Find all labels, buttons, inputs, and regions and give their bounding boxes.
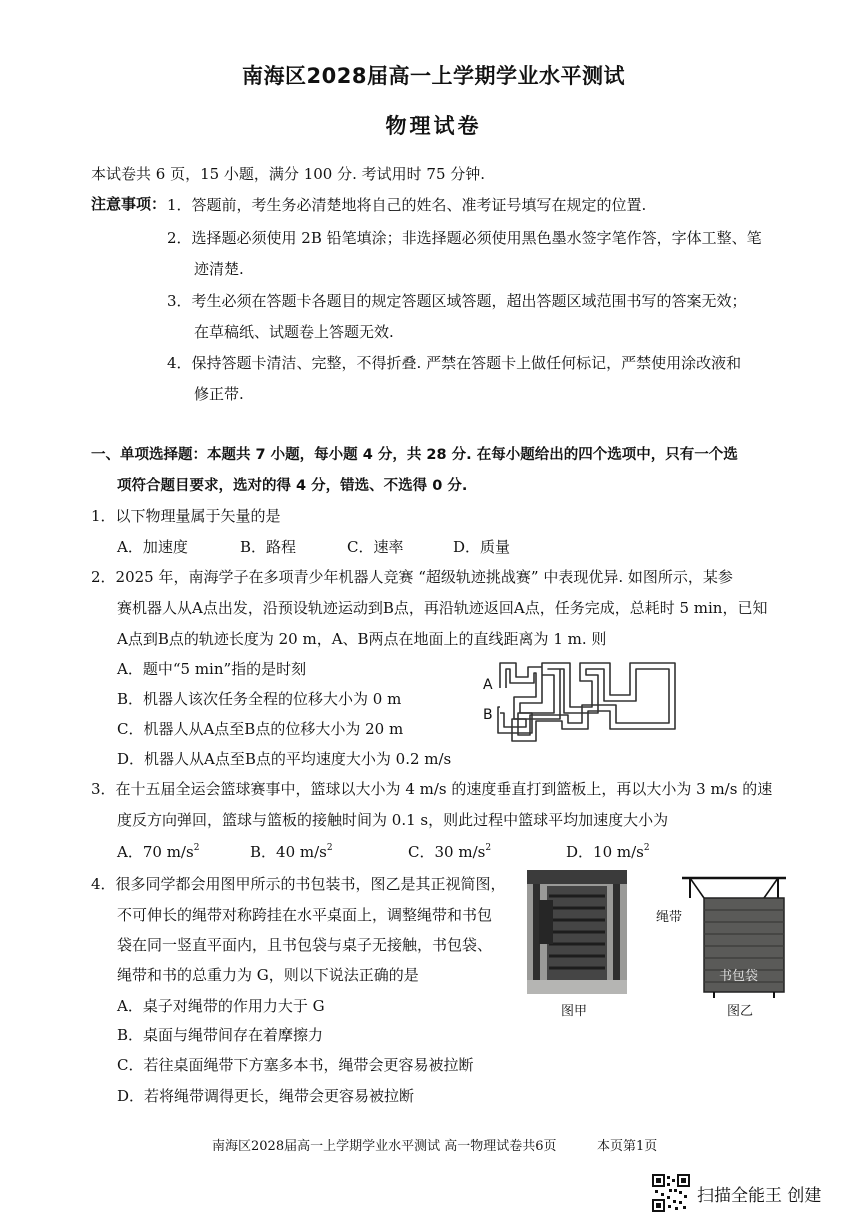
note-item: 2．选择题必须使用 2B 铅笔填涂；非选择题必须使用黑色墨水签字笔作答，字体工整、笔 bbox=[167, 229, 762, 247]
track-diagram bbox=[480, 655, 700, 755]
scanner-watermark: 扫描全能王 创建 bbox=[697, 1186, 822, 1206]
question-2-stem-cont: 赛机器人从A点出发，沿预设轨迹运动到B点，再沿轨迹返回A点，任务完成，总耗时 5 min，已知 bbox=[117, 599, 768, 617]
exam-title: 南海区2028届高一上学期学业水平测试 bbox=[242, 64, 625, 88]
question-3-stem-cont: 度反方向弹回，篮球与篮板的接触时间为 0.1 s，则此过程中篮球平均加速度大小为 bbox=[117, 811, 669, 829]
q3-option-c: C．30 $m/s^2$ bbox=[408, 843, 492, 861]
page-footer: 南海区2028届高一上学期学业水平测试 高一物理试卷共6页 bbox=[212, 1139, 557, 1154]
bag-photo-image bbox=[527, 870, 627, 994]
q3-option-b: B．40 $m/s^2$ bbox=[250, 843, 333, 861]
point-a-label: A bbox=[483, 677, 493, 693]
q1-option-d: D．质量 bbox=[453, 538, 511, 556]
q1-option-b: B．路程 bbox=[240, 538, 297, 556]
question-4-stem-cont: 袋在同一竖直平面内，且书包袋与桌子无接触，书包袋、 bbox=[117, 936, 493, 954]
question-4-stem-cont: 不可伸长的绳带对称跨挂在水平桌面上，调整绳带和书包 bbox=[117, 906, 493, 924]
exam-subject: 物理试卷 bbox=[385, 114, 482, 138]
track-figure bbox=[480, 655, 700, 755]
page-number: 本页第1页 bbox=[597, 1139, 658, 1154]
figure-a-photo bbox=[527, 870, 627, 994]
note-item: 1．答题前，考生务必清楚地将自己的姓名、准考证号填写在规定的位置. bbox=[167, 196, 647, 214]
question-4-stem-cont: 绳带和书的总重力为 G，则以下说法正确的是 bbox=[117, 966, 419, 984]
q2-option-c: C．机器人从A点至B点的位移大小为 20 m bbox=[117, 720, 404, 738]
question-2-stem: 2．2025 年，南海学子在多项青少年机器人竞赛 “超级轨迹挑战赛” 中表现优异. 如图所示，某参 bbox=[91, 568, 733, 586]
question-3-stem: 3．在十五届全运会篮球赛事中，篮球以大小为 4 m/s 的速度垂直打到篮板上，再以大小为 3 m/s 的速 bbox=[91, 780, 773, 798]
qr-code-icon bbox=[652, 1174, 690, 1212]
note-item: 4．保持答题卡清洁、完整，不得折叠. 严禁在答题卡上做任何标记，严禁使用涂改液和 bbox=[167, 354, 742, 372]
q2-option-d: D．机器人从A点至B点的平均速度大小为 0.2 m/s bbox=[117, 750, 452, 768]
notes-label: 注意事项： bbox=[91, 195, 167, 213]
section-heading: 一、单项选择题：本题共 7 小题，每小题 4 分，共 28 分. 在每小题给出的四个选项中，只有一个选 bbox=[91, 447, 738, 463]
note-item: 修正带. bbox=[194, 385, 244, 403]
point-b-label: B bbox=[483, 707, 493, 723]
strap-label: 绳带 bbox=[656, 910, 683, 925]
question-1-stem: 1．以下物理量属于矢量的是 bbox=[91, 507, 281, 525]
note-item: 3．考生必须在答题卡各题目的规定答题区域答题，超出答题区域范围书写的答案无效； bbox=[167, 292, 747, 310]
note-item: 迹清楚. bbox=[194, 260, 244, 278]
qr-code-graphic bbox=[652, 1174, 690, 1212]
question-4-stem: 4．很多同学都会用图甲所示的书包装书，图乙是其正视简图， bbox=[91, 875, 506, 893]
bag-label: 书包袋 bbox=[719, 969, 759, 984]
exam-intro: 本试卷共 6 页，15 小题，满分 100 分. 考试用时 75 分钟. bbox=[91, 165, 486, 183]
note-item: 在草稿纸、试题卷上答题无效. bbox=[194, 323, 394, 341]
figure-b-caption: 图乙 bbox=[727, 1004, 754, 1019]
q4-option-c: C．若往桌面绳带下方塞多本书，绳带会更容易被拉断 bbox=[117, 1056, 474, 1074]
section-heading-cont: 项符合题目要求，选对的得 4 分，错选、不选得 0 分. bbox=[117, 478, 468, 494]
q4-option-b: B．桌面与绳带间存在着摩擦力 bbox=[117, 1026, 324, 1044]
q1-option-c: C．速率 bbox=[347, 538, 404, 556]
q4-option-a: A．桌子对绳带的作用力大于 G bbox=[117, 997, 325, 1015]
figure-a-caption: 图甲 bbox=[561, 1004, 588, 1019]
q3-option-d: D．10 $m/s^2$ bbox=[566, 843, 650, 861]
q3-option-a: A．70 $m/s^2$ bbox=[117, 843, 200, 861]
q1-option-a: A．加速度 bbox=[117, 538, 188, 556]
question-2-stem-cont: A点到B点的轨迹长度为 20 m，A、B两点在地面上的直线距离为 1 m. 则 bbox=[117, 630, 607, 648]
q2-option-a: A．题中“5 min”指的是时刻 bbox=[117, 660, 307, 678]
q2-option-b: B．机器人该次任务全程的位移大小为 0 m bbox=[117, 690, 402, 708]
q4-option-d: D．若将绳带调得更长，绳带会更容易被拉断 bbox=[117, 1087, 415, 1105]
